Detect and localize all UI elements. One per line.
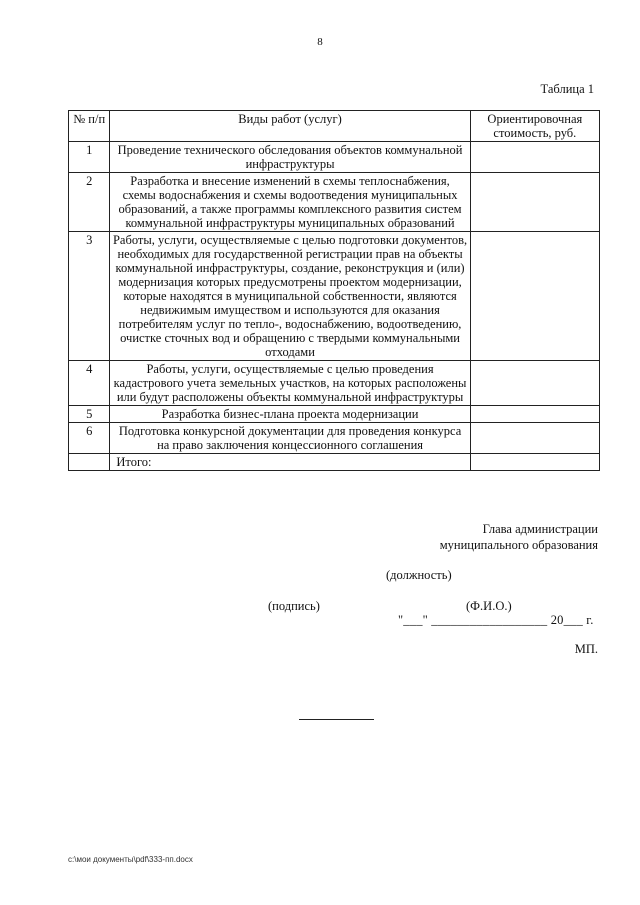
row-num: 3 [69,232,110,361]
stamp-label: МП. [574,642,598,656]
row-cost [470,232,599,361]
row-num: 6 [69,423,110,454]
row-work: Работы, услуги, осуществляемые с целью подготовки документов, необходимых для государственной регистрации прав на объекты коммунальной инфраструктуры, создание, реконструкция и (или) модернизация которых предусмотрены проектом модернизации, которые находятся в муниципальной собственности, являются недвижимым имуществом и используются для оказания потребителям услуг по тепло-, водоснабжению, водоотведению, очистке сточных вод и обращению с твердыми коммунальными отходами [110,232,470,361]
fio-label: (Ф.И.О.) [466,599,512,613]
divider-line [299,719,374,720]
date-line: "___" __________________ 20___ г. [398,613,594,627]
row-cost [470,173,599,232]
row-cost [470,142,599,173]
table-row [69,142,600,173]
row-work: Работы, услуги, осуществляемые с целью проведения кадастрового учета земельных участков, на которых расположены или будут расположены объекты коммунальной инфраструктуры [110,361,470,406]
total-label: Итого: [110,454,470,471]
header-cost: Ориентировочная стоимость, руб. [470,111,599,142]
row-work: Разработка бизнес-плана проекта модернизации [110,406,470,423]
row-num: 4 [69,361,110,406]
table-row [69,406,600,423]
table-total-row [69,454,600,471]
row-cost [470,361,599,406]
total-cost [470,454,599,471]
table-header-row [69,111,600,142]
header-work: Виды работ (услуг) [110,111,470,142]
row-work: Проведение технического обследования объектов коммунальной инфраструктуры [110,142,470,173]
works-table [68,110,600,471]
head-title-line1: Глава администрации [482,522,598,536]
row-work: Подготовка конкурсной документации для проведения конкурса на право заключения концессионного соглашения [110,423,470,454]
row-cost [470,423,599,454]
row-num: 5 [69,406,110,423]
head-title-line2: муниципального образования [439,538,598,552]
signature-label: (подпись) [268,599,320,613]
table-row [69,232,600,361]
file-path: c:\мои документы\pdf\333-пп.docx [68,855,193,864]
row-num: 1 [69,142,110,173]
table-row [69,173,600,232]
total-num [69,454,110,471]
table-row [69,423,600,454]
position-label: (должность) [386,568,452,582]
header-num: № п/п [69,111,110,142]
table-caption: Таблица 1 [540,82,594,96]
row-cost [470,406,599,423]
page-number: 8 [317,36,323,48]
row-work: Разработка и внесение изменений в схемы теплоснабжения, схемы водоснабжения и схемы водоотведения муниципальных образований, а также программы комплексного развития систем коммунальной инфраструктуры муниципальных образований [110,173,470,232]
table-row [69,361,600,406]
row-num: 2 [69,173,110,232]
